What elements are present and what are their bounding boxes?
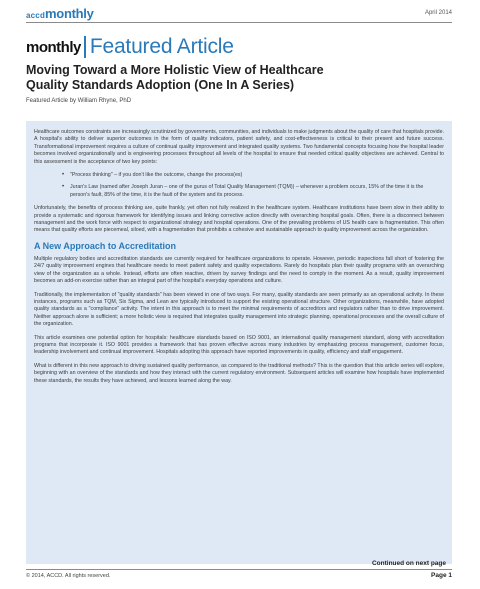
list-item: • "Process thinking" – if you don't like the outcome, change the process(es) xyxy=(64,172,444,179)
article-title-line-1: Moving Toward a More Holistic View of Healthcare xyxy=(26,63,324,77)
page-footer xyxy=(26,572,452,582)
bottom-divider xyxy=(26,569,452,570)
page-number: Page 1 xyxy=(431,572,452,579)
section-heading: A New Approach to Accreditation xyxy=(34,240,177,251)
continued-link[interactable]: Continued on next page xyxy=(371,560,446,567)
masthead xyxy=(26,34,234,60)
article-body-panel xyxy=(26,121,452,564)
copyright-text: © 2014, ACCD. All rights reserved. xyxy=(26,573,111,579)
top-divider xyxy=(26,22,452,23)
body-paragraph: Multiple regulatory bodies and accreditation standards are currently required for healthcare organizations to operate. However, periodic inspections fall short of fostering the 24/7 quality improvement engines that healthcare needs to meet patient safety and quality expectations. Rarely do hospitals plan their quality programs with an overarching view of the organization as a whole. Instead, efforts are often reactive, driven by survey findings and the need to comply in the moment. As a result, quality improvement becomes an add-on exercise rather than an integral part of the hospital's everyday operations and culture. xyxy=(34,255,444,285)
article-title-line-2: Quality Standards Adoption (One In A Series) xyxy=(26,78,295,92)
body-paragraph: Unfortunately, the benefits of process thinking are, quite frankly, yet often not fully realized in the healthcare system. Healthcare institutions have been slow in their ability to provide a systematic and rigorous framework for identifying issues and linking corrective action directly with overarching hospital goals. Often, there is a disconnect between management and the work force with respect to organizational strategy and hospital operations. One of the prevailing problems of US health care is fragmentation. This often means that quality efforts are piecemeal, siloed, with a fragmentation that prohibits a cohesive and sustainable approach to quality improvement across the organization. xyxy=(34,205,444,234)
list-item: • Juran's Law (named after Joseph Juran – one of the gurus of Total Quality Management (TQM)) – whenever a problem occurs, 15% of the time it is the person's fault, 85% of the time, it is the fault of the system and its process. xyxy=(64,184,444,199)
body-paragraph: Traditionally, the implementation of "quality standards" has been viewed in one of two ways. For many, quality standards are seen primarily as an operational activity. In these instances, programs such as TQM, Six Sigma, and Lean are typically introduced to support the existing operational structure. Other organizations, meanwhile, have adopted quality standards as a "compliance" activity. The intent in this approach is to meet the minimal requirements of accreditors and regulators rather than to drive improvement. Neither approach alone is sufficient; a more holistic view is required that integrates quality management into strategic planning, operational processes and the overall culture of the organization. xyxy=(34,291,444,328)
issue-date: April 2014 xyxy=(424,10,452,16)
brand-prefix: accd xyxy=(26,11,46,20)
section-title: Featured Article xyxy=(89,35,234,58)
masthead-name: monthly xyxy=(26,38,81,56)
article-title xyxy=(26,63,456,93)
article-byline: Featured Article by William Rhyne, PhD xyxy=(26,98,132,104)
body-paragraph: What is different in this new approach to driving sustained quality performance, as compared to the traditional methods? This is the question that this article series will explore, beginning with an overview of the standards and how they interact with the current regulatory environment. Subsequent articles will examine how hospitals have implemented these standards, the results they have achieved, and lessons learned along the way. xyxy=(34,362,444,384)
key-points-list xyxy=(64,172,444,199)
top-bar xyxy=(26,6,452,22)
brand-name: monthly xyxy=(45,6,94,21)
body-paragraph: This article examines one potential option for hospitals: healthcare standards based on ISO 9001, an international quality management standard, along with accreditation programs that incorporate it. ISO 9001 provides a framework that has proven effective across many industries by emphasizing process management, customer focus, leadership involvement and continual improvement. Hospitals adopting this approach have reported improvements in quality, efficiency and staff engagement. xyxy=(34,334,444,356)
masthead-divider xyxy=(84,36,86,58)
intro-paragraph: Healthcare outcomes constraints are increasingly scrutinized by governments, communities, and individuals to make judgments about the quality of care that hospitals provide. A hospital's ability to deliver superior outcomes in the form of quality indicators, patient safety, and cost-effectiveness is critical to their present and future success. Transformational improvement requires a culture of continual quality improvement and integrated quality systems. Two fundamental concepts focusing how the hospital leader becomes involved organizationally and is engineering processes throughout all levels of the hospital to ensure that needed critical quality objectives are achieved. Central to this assessment is the acceptance of two key points: xyxy=(34,129,444,165)
